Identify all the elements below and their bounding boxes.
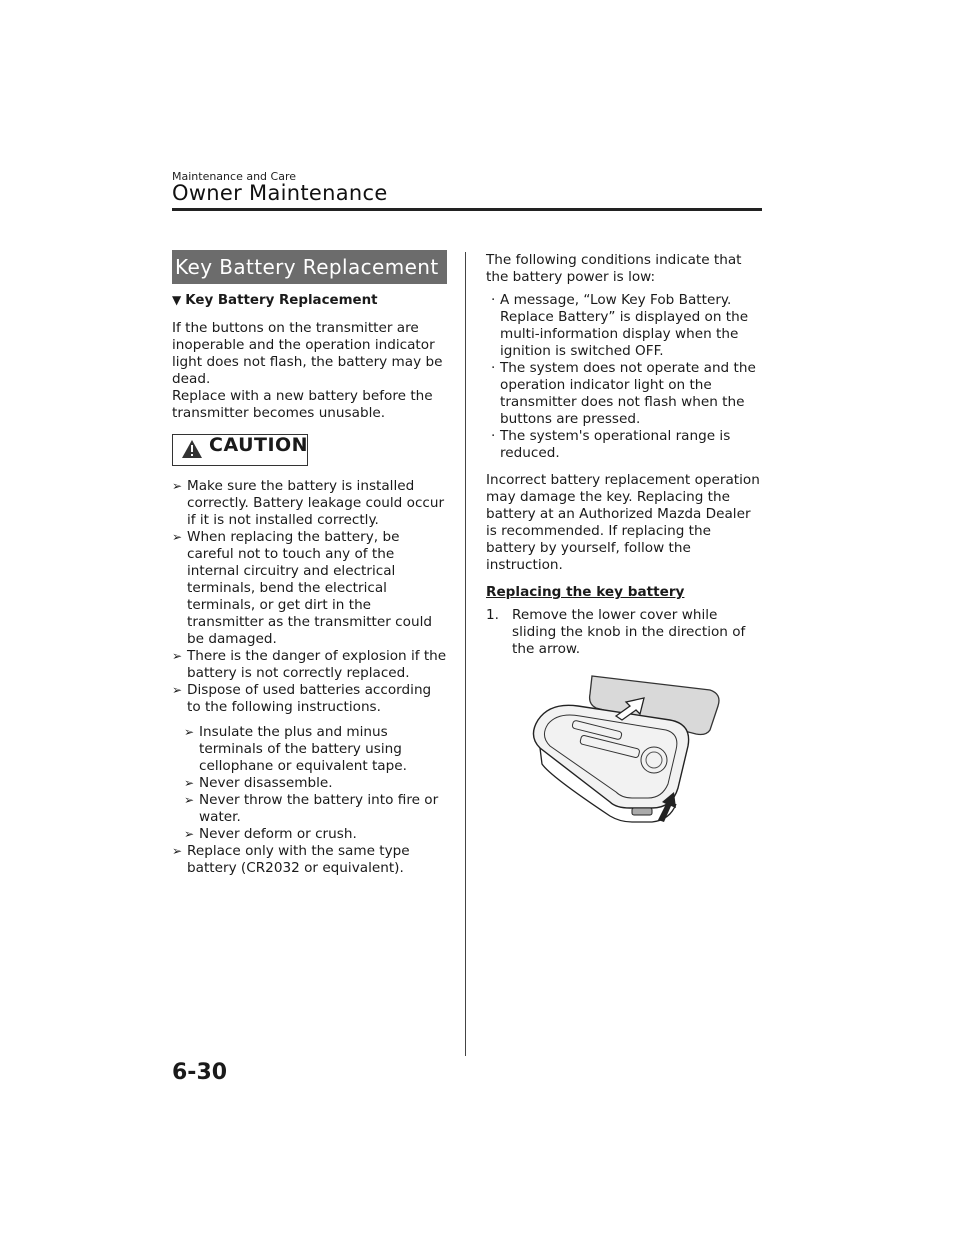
intro-paragraph-2: Replace with a new battery before the transmitter becomes unusable. [172, 388, 433, 421]
subheading [172, 292, 447, 309]
caution-item [172, 843, 447, 877]
right-column [486, 252, 764, 658]
arrow-bullet-icon: ➢ [172, 479, 183, 493]
arrow-bullet-icon: ➢ [172, 649, 183, 663]
triangle-down-icon: ▼ [172, 293, 182, 307]
caution-item-text: Dispose of used batteries according to the following instructions. [187, 682, 432, 715]
caution-subitem [184, 724, 447, 775]
caution-subitem [184, 826, 447, 843]
condition-text: A message, “Low Key Fob Battery. Replace Battery” is displayed on the multi-information display when the ignition is switched OFF. [500, 292, 749, 359]
caution-subitem-text: Never throw the battery into fire or water. [199, 792, 439, 825]
step-text: Remove the lower cover while sliding the knob in the direction of the arrow. [512, 607, 746, 657]
dot-bullet: · [491, 360, 496, 376]
step-number: 1. [486, 607, 499, 623]
warning-triangle-icon [181, 439, 203, 459]
caution-item-text: There is the danger of explosion if the battery is not correctly replaced. [187, 648, 447, 681]
section-banner: Key Battery Replacement [172, 250, 447, 284]
header-section-label: Maintenance and Care [172, 170, 296, 183]
key-fob-illustration [520, 668, 730, 833]
knob [632, 808, 652, 815]
caution-item [172, 529, 447, 648]
subheading-text: Key Battery Replacement [185, 293, 378, 308]
page-number: 6-30 [172, 1060, 228, 1085]
arrow-bullet-icon: ➢ [172, 683, 183, 697]
caution-subitem-text: Insulate the plus and minus terminals of the battery using cellophane or equivalent tape. [199, 724, 407, 774]
arrow-bullet-icon: ➢ [184, 725, 195, 739]
condition-text: The system's operational range is reduced. [500, 428, 731, 461]
caution-list [172, 478, 447, 877]
caution-item [172, 682, 447, 716]
arrow-bullet-icon: ➢ [184, 793, 195, 807]
caution-label: CAUTION [209, 434, 309, 456]
arrow-bullet-icon: ➢ [172, 844, 183, 858]
caution-item-text: Make sure the battery is installed correctly. Battery leakage could occur if it is not installed correctly. [187, 478, 445, 528]
condition-text: The system does not operate and the operation indicator light on the transmitter does not flash when the buttons are pressed. [500, 360, 756, 427]
caution-item [172, 478, 447, 529]
caution-item-text: When replacing the battery, be careful not to touch any of the internal circuitry and electrical terminals, bend the electrical terminals, or get dirt in the transmitter as the transmitter could be damaged. [187, 529, 432, 647]
caution-item [172, 648, 447, 682]
intro-paragraph-1: If the buttons on the transmitter are inoperable and the operation indicator light does not flash, the battery may be dead. [172, 320, 443, 387]
caution-sublist [184, 724, 447, 843]
conditions-intro: The following conditions indicate that the battery power is low: [486, 252, 742, 285]
caution-subitem-text: Never disassemble. [199, 775, 333, 791]
condition-item [487, 428, 764, 462]
dot-bullet: · [491, 428, 496, 444]
arrow-bullet-icon: ➢ [184, 776, 195, 790]
procedure-title: Replacing the key battery [486, 584, 685, 600]
header-rule [172, 208, 762, 211]
condition-item [487, 292, 764, 360]
arrow-bullet-icon: ➢ [184, 827, 195, 841]
dot-bullet: · [491, 292, 496, 308]
advice-paragraph: Incorrect battery replacement operation may damage the key. Replacing the battery at an Authorized Mazda Dealer is recommended. If replacing the battery by yourself, follow the instruction. [486, 472, 760, 573]
header-chapter-title: Owner Maintenance [172, 181, 388, 205]
caution-box [172, 434, 308, 466]
caution-subitem [184, 775, 447, 792]
caution-subitem-text: Never deform or crush. [199, 826, 357, 842]
caution-item-text: Replace only with the same type battery (CR2032 or equivalent). [187, 843, 410, 876]
conditions-list [486, 292, 764, 462]
column-divider [465, 252, 466, 1056]
condition-item [487, 360, 764, 428]
caution-subitem [184, 792, 447, 826]
arrow-bullet-icon: ➢ [172, 530, 183, 544]
procedure-step [486, 607, 764, 658]
left-column [172, 250, 447, 877]
